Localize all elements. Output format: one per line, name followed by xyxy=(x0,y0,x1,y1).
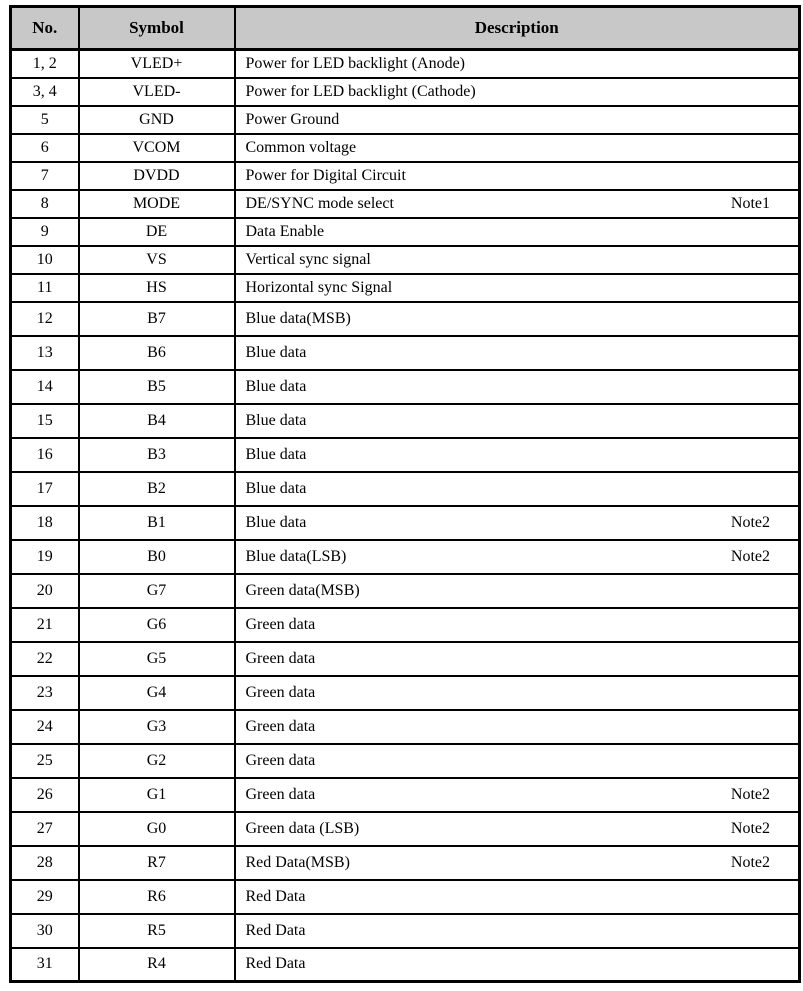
description-cell xyxy=(235,880,800,914)
description-cell xyxy=(235,506,800,540)
description-wrap xyxy=(246,752,771,770)
description-wrap xyxy=(246,412,771,430)
table-row xyxy=(11,218,800,246)
description-wrap xyxy=(246,888,771,906)
description-cell xyxy=(235,778,800,812)
table-row xyxy=(11,914,800,948)
table-row xyxy=(11,438,800,472)
description-wrap xyxy=(246,786,771,804)
description-cell xyxy=(235,472,800,506)
table-row xyxy=(11,506,800,540)
symbol-cell: GND xyxy=(79,106,235,134)
description-cell xyxy=(235,218,800,246)
description-wrap xyxy=(246,446,771,464)
description-wrap xyxy=(246,854,771,872)
description-wrap xyxy=(246,378,771,396)
description-cell xyxy=(235,162,800,190)
description-wrap xyxy=(246,548,771,566)
pin-number-cell: 21 xyxy=(11,608,79,642)
description-cell xyxy=(235,710,800,744)
pin-number-cell: 13 xyxy=(11,336,79,370)
description-wrap xyxy=(246,480,771,498)
pin-number-cell: 7 xyxy=(11,162,79,190)
description-wrap xyxy=(246,55,771,73)
description-wrap xyxy=(246,139,771,157)
table-row xyxy=(11,162,800,190)
symbol-cell: VLED+ xyxy=(79,50,235,78)
table-row xyxy=(11,78,800,106)
description-cell xyxy=(235,676,800,710)
pin-number-cell: 28 xyxy=(11,846,79,880)
description-text: Green data xyxy=(245,717,316,735)
table-row xyxy=(11,370,800,404)
description-wrap xyxy=(246,251,771,269)
pin-number-cell: 16 xyxy=(11,438,79,472)
description-cell xyxy=(235,370,800,404)
note-label: Note2 xyxy=(730,547,770,565)
description-text: Blue data xyxy=(245,479,307,497)
header-row xyxy=(11,7,800,50)
description-wrap xyxy=(246,279,771,297)
description-cell xyxy=(235,190,800,218)
symbol-cell: G2 xyxy=(79,744,235,778)
symbol-cell: R7 xyxy=(79,846,235,880)
description-cell xyxy=(235,302,800,336)
symbol-cell: B7 xyxy=(79,302,235,336)
symbol-cell: DVDD xyxy=(79,162,235,190)
table-row xyxy=(11,846,800,880)
description-text: Blue data xyxy=(245,377,307,395)
symbol-cell: B4 xyxy=(79,404,235,438)
pin-number-cell: 12 xyxy=(11,302,79,336)
description-cell xyxy=(235,404,800,438)
table-row xyxy=(11,472,800,506)
description-cell xyxy=(235,134,800,162)
description-text: Blue data xyxy=(245,513,307,531)
description-text: Power Ground xyxy=(245,110,340,128)
description-cell xyxy=(235,438,800,472)
description-wrap xyxy=(246,167,771,185)
description-wrap xyxy=(246,310,771,328)
description-text: Green data(MSB) xyxy=(245,581,360,599)
pin-description-table xyxy=(9,5,801,983)
description-cell xyxy=(235,336,800,370)
description-wrap xyxy=(246,83,771,101)
description-text: Red Data(MSB) xyxy=(245,853,350,871)
note-label: Note2 xyxy=(730,785,770,803)
description-text: Power for LED backlight (Anode) xyxy=(245,54,465,72)
pin-number-cell: 19 xyxy=(11,540,79,574)
description-text: Common voltage xyxy=(245,138,357,156)
symbol-cell: R6 xyxy=(79,880,235,914)
pin-number-cell: 31 xyxy=(11,948,79,982)
symbol-cell: B3 xyxy=(79,438,235,472)
pin-number-cell: 23 xyxy=(11,676,79,710)
description-text: Green data xyxy=(245,751,316,769)
description-wrap xyxy=(246,650,771,668)
symbol-cell: VCOM xyxy=(79,134,235,162)
description-cell xyxy=(235,914,800,948)
table-row xyxy=(11,880,800,914)
note-label: Note2 xyxy=(730,853,770,871)
pin-number-cell: 3, 4 xyxy=(11,78,79,106)
pin-number-cell: 22 xyxy=(11,642,79,676)
description-text: Blue data xyxy=(245,343,307,361)
description-cell xyxy=(235,78,800,106)
table-row xyxy=(11,812,800,846)
table-row xyxy=(11,404,800,438)
table-row xyxy=(11,302,800,336)
symbol-cell: HS xyxy=(79,274,235,302)
pin-number-cell: 1, 2 xyxy=(11,50,79,78)
table-row xyxy=(11,106,800,134)
symbol-cell: B0 xyxy=(79,540,235,574)
pin-number-cell: 8 xyxy=(11,190,79,218)
description-cell xyxy=(235,744,800,778)
symbol-cell: G7 xyxy=(79,574,235,608)
description-text: Green data xyxy=(245,615,316,633)
description-cell xyxy=(235,642,800,676)
description-cell xyxy=(235,246,800,274)
symbol-cell: B1 xyxy=(79,506,235,540)
table-row xyxy=(11,744,800,778)
table-row xyxy=(11,574,800,608)
header-cell-symbol: Symbol xyxy=(79,7,235,50)
description-text: Horizontal sync Signal xyxy=(245,278,393,296)
table-row xyxy=(11,336,800,370)
description-text: Data Enable xyxy=(245,222,325,240)
symbol-cell: G5 xyxy=(79,642,235,676)
pin-number-cell: 25 xyxy=(11,744,79,778)
symbol-cell: MODE xyxy=(79,190,235,218)
header-cell-description: Description xyxy=(235,7,800,50)
description-wrap xyxy=(246,616,771,634)
header-cell-no: No. xyxy=(11,7,79,50)
symbol-cell: B6 xyxy=(79,336,235,370)
table-row xyxy=(11,676,800,710)
pin-number-cell: 26 xyxy=(11,778,79,812)
note-label: Note2 xyxy=(730,819,770,837)
table-row xyxy=(11,642,800,676)
symbol-cell: G4 xyxy=(79,676,235,710)
table-row xyxy=(11,190,800,218)
description-cell xyxy=(235,948,800,982)
description-cell xyxy=(235,274,800,302)
pin-number-cell: 11 xyxy=(11,274,79,302)
description-text: Blue data xyxy=(245,445,307,463)
symbol-cell: B5 xyxy=(79,370,235,404)
pin-number-cell: 30 xyxy=(11,914,79,948)
symbol-cell: G1 xyxy=(79,778,235,812)
description-wrap xyxy=(246,684,771,702)
description-text: Power for LED backlight (Cathode) xyxy=(245,82,476,100)
pin-table-body xyxy=(11,50,800,982)
pin-number-cell: 15 xyxy=(11,404,79,438)
description-text: DE/SYNC mode select xyxy=(245,194,394,212)
description-cell xyxy=(235,812,800,846)
description-cell xyxy=(235,574,800,608)
symbol-cell: DE xyxy=(79,218,235,246)
symbol-cell: R5 xyxy=(79,914,235,948)
table-row xyxy=(11,246,800,274)
symbol-cell: VLED- xyxy=(79,78,235,106)
description-cell xyxy=(235,846,800,880)
description-text: Red Data xyxy=(245,921,306,939)
description-text: Green data xyxy=(245,785,316,803)
pin-number-cell: 10 xyxy=(11,246,79,274)
description-text: Vertical sync signal xyxy=(245,250,371,268)
description-text: Blue data xyxy=(245,411,307,429)
description-text: Red Data xyxy=(245,887,306,905)
description-cell xyxy=(235,50,800,78)
pin-number-cell: 17 xyxy=(11,472,79,506)
description-cell xyxy=(235,106,800,134)
symbol-cell: R4 xyxy=(79,948,235,982)
pin-number-cell: 18 xyxy=(11,506,79,540)
table-row xyxy=(11,50,800,78)
description-text: Blue data(LSB) xyxy=(245,547,347,565)
table-header xyxy=(11,7,800,50)
table-row xyxy=(11,134,800,162)
table-row xyxy=(11,948,800,982)
table-row xyxy=(11,608,800,642)
description-wrap xyxy=(246,344,771,362)
table-row xyxy=(11,710,800,744)
note-label: Note1 xyxy=(730,194,770,212)
pin-number-cell: 20 xyxy=(11,574,79,608)
pin-number-cell: 14 xyxy=(11,370,79,404)
description-text: Red Data xyxy=(245,955,306,973)
description-wrap xyxy=(246,514,771,532)
pin-number-cell: 24 xyxy=(11,710,79,744)
description-wrap xyxy=(246,955,771,973)
pin-number-cell: 9 xyxy=(11,218,79,246)
description-wrap xyxy=(246,223,771,241)
pin-number-cell: 6 xyxy=(11,134,79,162)
description-text: Blue data(MSB) xyxy=(245,309,351,327)
description-text: Power for Digital Circuit xyxy=(245,166,406,184)
pin-number-cell: 27 xyxy=(11,812,79,846)
description-cell xyxy=(235,608,800,642)
description-text: Green data xyxy=(245,683,316,701)
table-row xyxy=(11,274,800,302)
description-wrap xyxy=(246,195,771,213)
symbol-cell: G3 xyxy=(79,710,235,744)
symbol-cell: G6 xyxy=(79,608,235,642)
symbol-cell: B2 xyxy=(79,472,235,506)
table-row xyxy=(11,540,800,574)
description-wrap xyxy=(246,111,771,129)
table-row xyxy=(11,778,800,812)
description-wrap xyxy=(246,820,771,838)
description-text: Green data xyxy=(245,649,316,667)
symbol-cell: VS xyxy=(79,246,235,274)
pin-number-cell: 29 xyxy=(11,880,79,914)
pin-number-cell: 5 xyxy=(11,106,79,134)
description-wrap xyxy=(246,718,771,736)
description-text: Green data (LSB) xyxy=(245,819,360,837)
description-wrap xyxy=(246,922,771,940)
note-label: Note2 xyxy=(730,513,770,531)
description-cell xyxy=(235,540,800,574)
symbol-cell: G0 xyxy=(79,812,235,846)
description-wrap xyxy=(246,582,771,600)
